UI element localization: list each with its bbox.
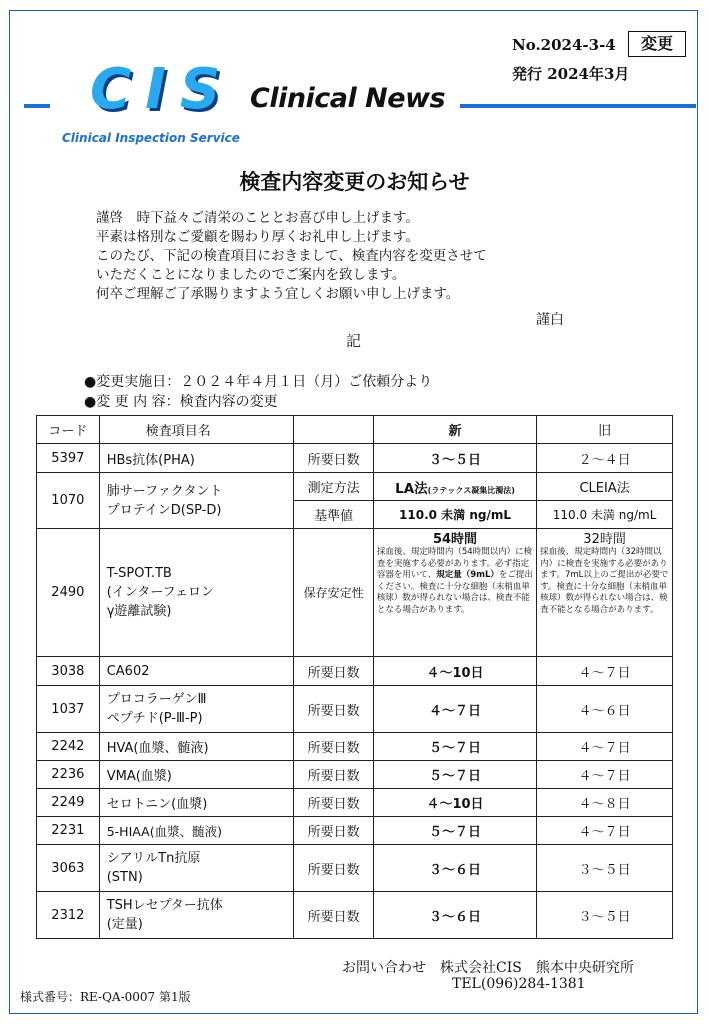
row-old: ４～８日 — [537, 789, 673, 817]
row-old: ３～５日 — [537, 892, 673, 939]
row-new — [373, 473, 536, 501]
greeting-text — [96, 209, 487, 304]
change-table — [36, 415, 673, 939]
row-code: 2236 — [37, 761, 100, 789]
new-desc-a: 採血後、規定時間内（54時間以内）に検査を実施する必要があります。必ず指定容器を用いて、 — [376, 547, 533, 580]
row-name: T-SPOT.TB (インターフェロン γ遊離試験) — [99, 529, 294, 657]
document-number: No.2024-3-4 — [512, 36, 616, 54]
header-bar-left — [24, 104, 50, 108]
greeting-line: いただくことになりましたのでご案内を致します。 — [96, 267, 406, 283]
row-attr: 測定方法 — [294, 473, 373, 501]
row-new: 110.0 未満 ng/mL — [373, 501, 536, 529]
table-row — [37, 444, 673, 473]
greeting-line: 何卒ご理解ご了承賜りますよう宜しくお願い申し上げます。 — [96, 286, 460, 302]
change-info — [84, 372, 432, 412]
cis-logo: CIS — [90, 57, 235, 122]
row-name: HBs抗体(PHA) — [99, 444, 294, 473]
row-old: ４～７日 — [537, 817, 673, 845]
row-code: 1070 — [37, 473, 100, 529]
old-hours: 32時間 — [583, 532, 626, 547]
row-code: 1037 — [37, 686, 100, 733]
form-number: 様式番号：RE-QA-0007 第1版 — [20, 990, 191, 1004]
row-new: ４～10日 — [373, 657, 536, 686]
row-name: TSHレセプター抗体 (定量) — [99, 892, 294, 939]
method-note: (ラテックス凝集比濁法) — [427, 485, 515, 495]
issue-date: 発行 2024年3月 — [512, 65, 630, 83]
row-name: 5-HIAA(血漿、髄液) — [99, 817, 294, 845]
row-new: ４～10日 — [373, 789, 536, 817]
row-attr: 所要日数 — [294, 657, 373, 686]
row-new: ５～７日 — [373, 817, 536, 845]
row-name: CA602 — [99, 657, 294, 686]
row-old: ４～６日 — [537, 686, 673, 733]
closing-word: 謹白 — [536, 312, 564, 328]
change-content: ●変 更 内 容：検査内容の変更 — [84, 394, 278, 410]
row-new — [373, 529, 536, 657]
table-row — [37, 473, 673, 501]
row-attr: 所要日数 — [294, 733, 373, 761]
row-name: 肺サーファクタント プロテインD(SP-D) — [99, 473, 294, 529]
row-code: 2249 — [37, 789, 100, 817]
row-attr: 所要日数 — [294, 789, 373, 817]
table-row — [37, 657, 673, 686]
row-old: CLEIA法 — [537, 473, 673, 501]
header-code: コード — [37, 416, 100, 444]
logo-subtitle: Clinical Inspection Service — [62, 131, 240, 145]
row-new: ３～５日 — [373, 444, 536, 473]
new-desc-c: をご提出ください。検査に十分な細胞（末梢血単核球）数が得られない場合は、検査不能となる場合があります。 — [376, 570, 533, 615]
greeting-line: このたび、下記の検査項目におきまして、検査内容を変更させて — [96, 248, 487, 264]
row-new: ３～６日 — [373, 845, 536, 892]
new-desc-b: 規定量（9mL） — [436, 570, 499, 580]
row-new: ３～６日 — [373, 892, 536, 939]
row-new: ５～７日 — [373, 761, 536, 789]
row-old: ４～７日 — [537, 733, 673, 761]
greeting-line: 謹啓 時下益々ご清栄のこととお喜び申し上げます。 — [96, 210, 419, 226]
change-badge: 変更 — [628, 31, 686, 57]
method-name: LA法 — [395, 480, 428, 497]
old-description: 採血後、規定時間内（32時間以内）に検査を実施する必要があります。7mL以上のご提出が必要です。検査に十分な細胞（末梢血単核球）数が得られない場合は、検査不能となる場合があります。 — [540, 547, 669, 615]
row-old — [537, 529, 673, 657]
row-new: ４～７日 — [373, 686, 536, 733]
row-old: ２～４日 — [537, 444, 673, 473]
row-attr: 所要日数 — [294, 444, 373, 473]
greeting-line: 平素は格別なご愛顧を賜わり厚くお礼申し上げます。 — [96, 229, 419, 245]
header-old: 旧 — [537, 416, 673, 444]
header-attr — [294, 416, 373, 444]
table-row — [37, 761, 673, 789]
table-row — [37, 733, 673, 761]
row-attr: 所要日数 — [294, 761, 373, 789]
contact-info: お問い合わせ 株式会社CIS 熊本中央研究所 — [342, 960, 634, 976]
row-old: 110.0 未満 ng/mL — [537, 501, 673, 529]
header-new: 新 — [373, 416, 536, 444]
table-row — [37, 817, 673, 845]
row-attr: 所要日数 — [294, 686, 373, 733]
notice-title: 検査内容変更のお知らせ — [239, 169, 470, 194]
row-code: 3038 — [37, 657, 100, 686]
row-attr: 基準値 — [294, 501, 373, 529]
row-code: 5397 — [37, 444, 100, 473]
row-old: ４～７日 — [537, 761, 673, 789]
header-item: 検査項目名 — [99, 416, 294, 444]
table-row — [37, 789, 673, 817]
new-hours: 54時間 — [432, 532, 478, 547]
row-new: ５～７日 — [373, 733, 536, 761]
row-code: 2312 — [37, 892, 100, 939]
table-row — [37, 845, 673, 892]
row-attr: 保存安定性 — [294, 529, 373, 657]
table-row — [37, 892, 673, 939]
header-bar-right — [460, 104, 696, 108]
row-old: ３～５日 — [537, 845, 673, 892]
row-old: ４～７日 — [537, 657, 673, 686]
ki-heading: 記 — [346, 332, 362, 350]
newsletter-title: Clinical News — [250, 83, 446, 114]
row-attr: 所要日数 — [294, 892, 373, 939]
table-row — [37, 529, 673, 657]
row-name: シアリルTn抗原 (STN) — [99, 845, 294, 892]
new-description — [374, 547, 536, 616]
contact-phone: TEL(096)284-1381 — [452, 976, 586, 992]
row-code: 2231 — [37, 817, 100, 845]
row-name: プロコラーゲンⅢ ペプチド(P-Ⅲ-P) — [99, 686, 294, 733]
effective-date: ●変更実施日：２０２４年４月１日（月）ご依頼分より — [84, 374, 433, 390]
row-attr: 所要日数 — [294, 817, 373, 845]
row-code: 3063 — [37, 845, 100, 892]
row-code: 2490 — [37, 529, 100, 657]
table-row — [37, 686, 673, 733]
row-name: VMA(血漿) — [99, 761, 294, 789]
table-header — [37, 416, 673, 444]
row-name: セロトニン(血漿) — [99, 789, 294, 817]
row-code: 2242 — [37, 733, 100, 761]
row-attr: 所要日数 — [294, 845, 373, 892]
row-name: HVA(血漿、髄液) — [99, 733, 294, 761]
